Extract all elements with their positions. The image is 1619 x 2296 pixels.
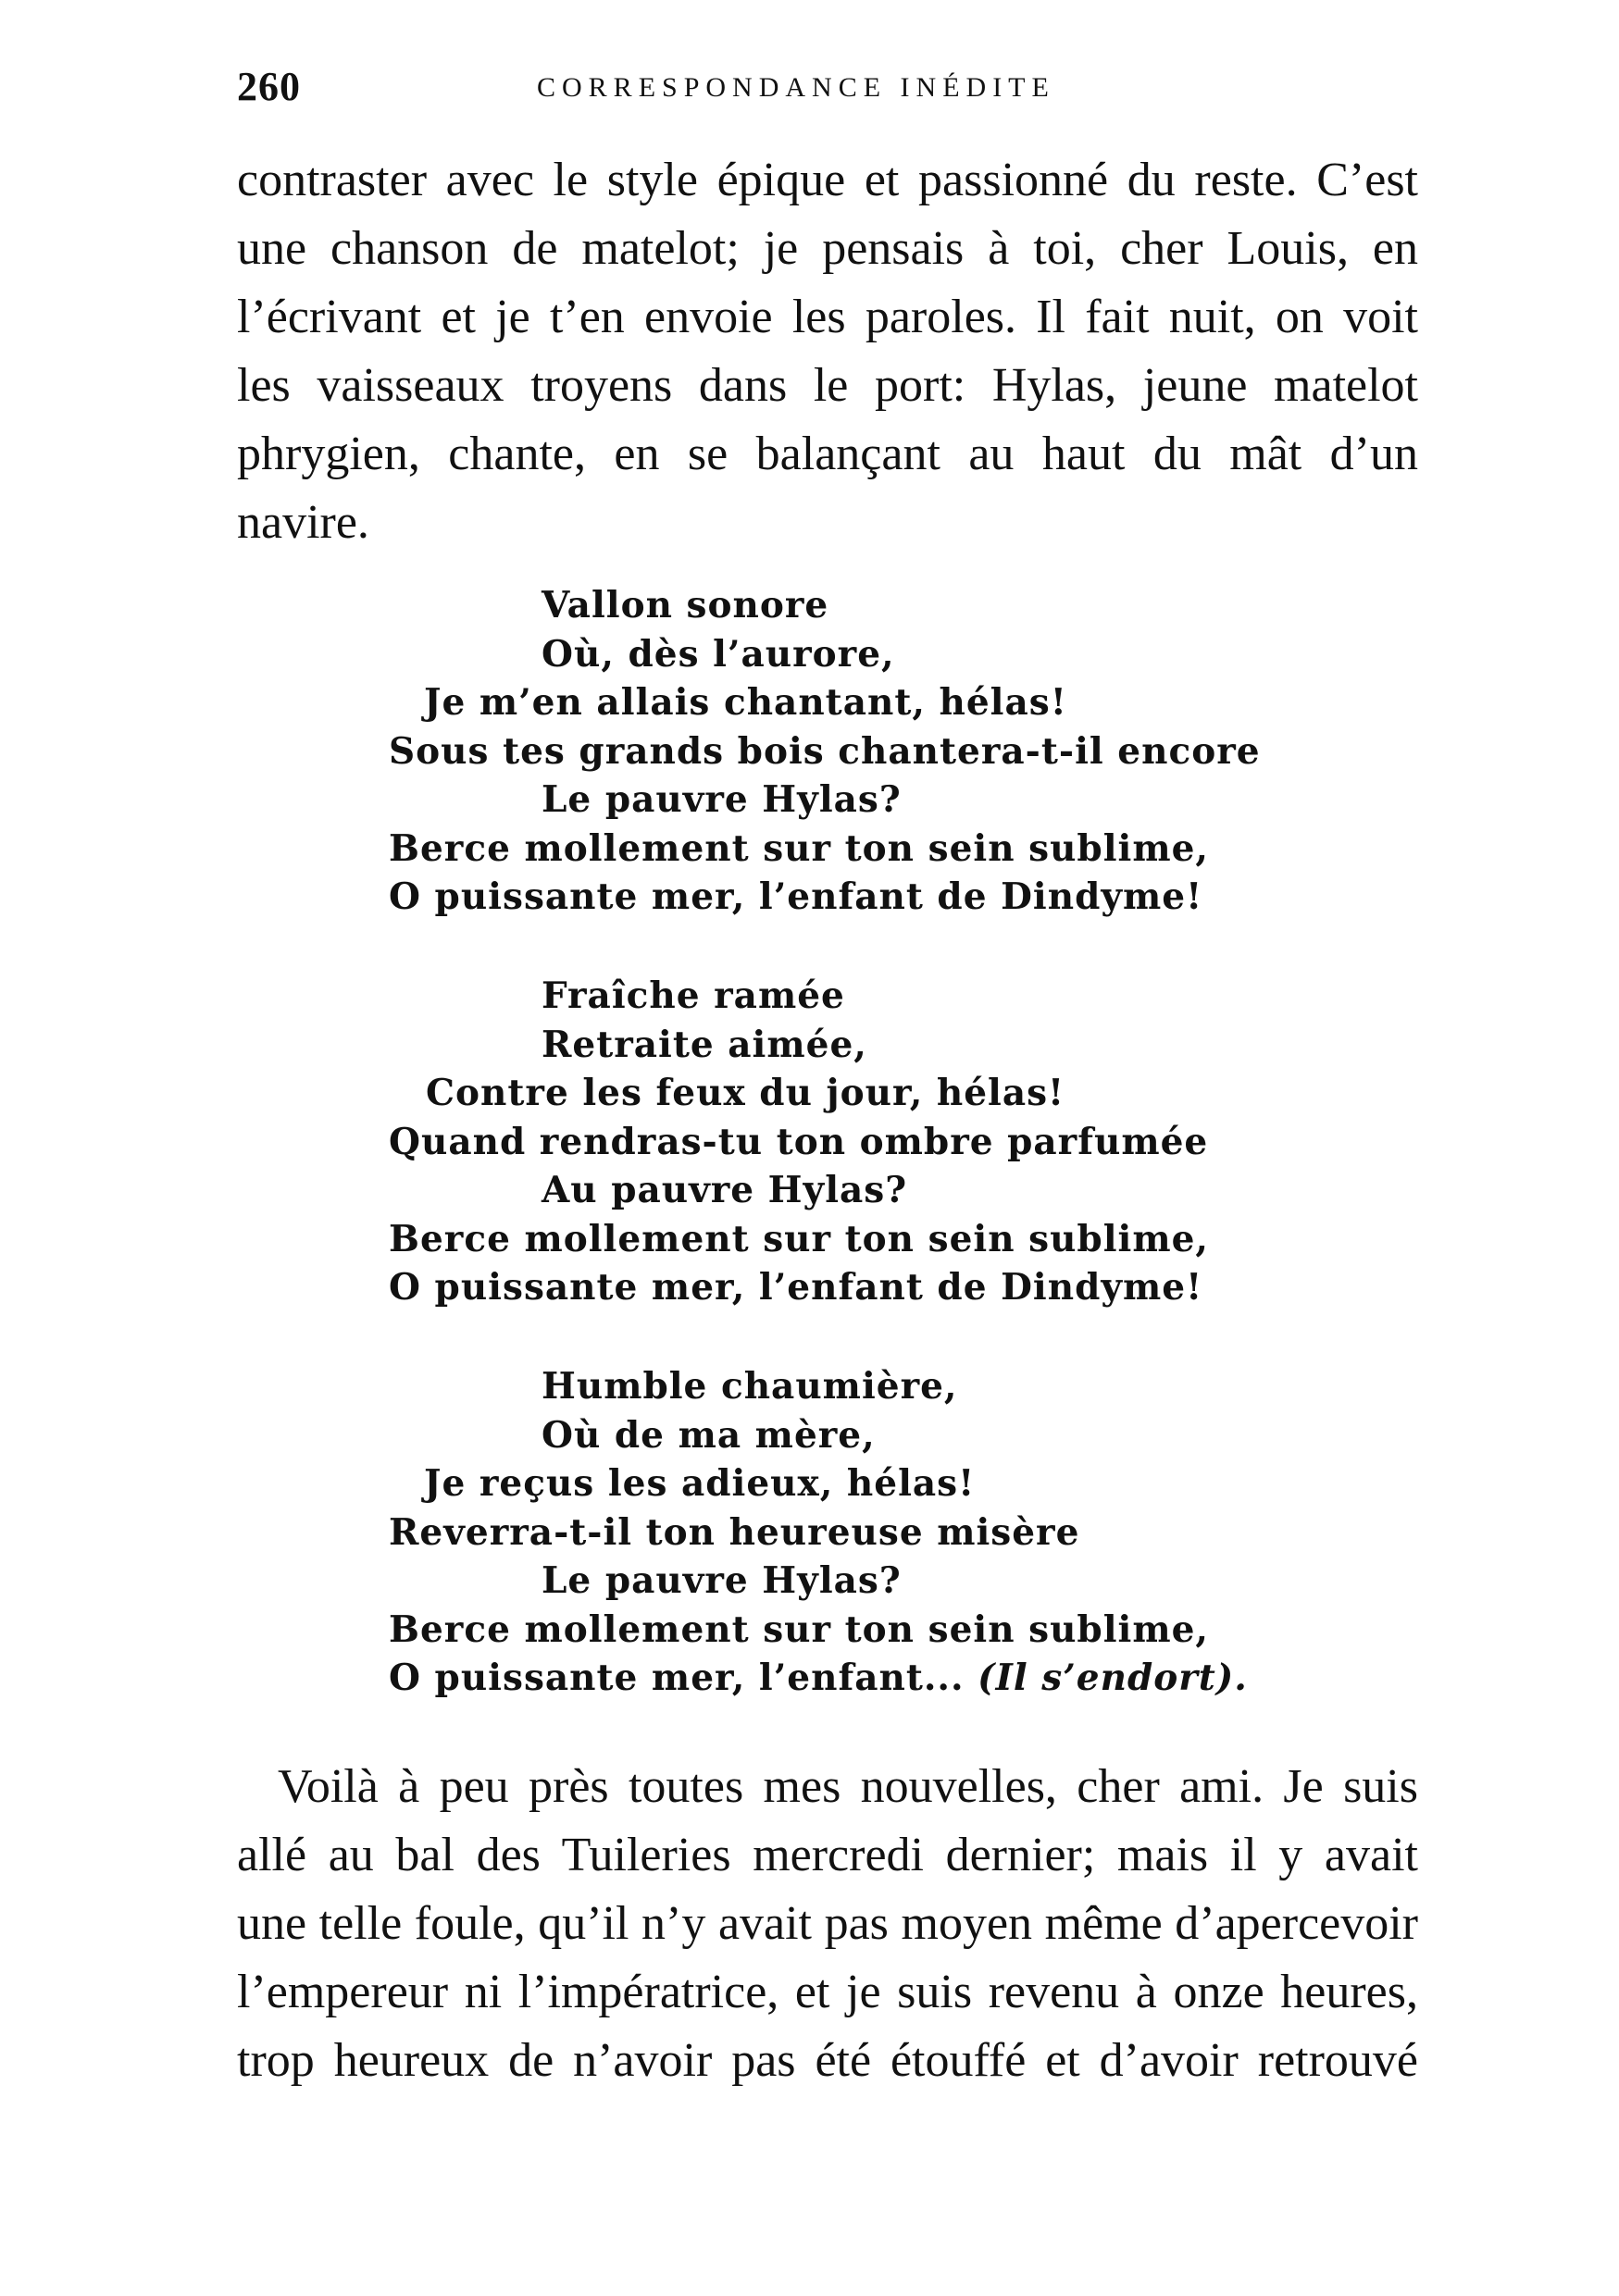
- prose-line: navire.: [237, 496, 369, 549]
- prose-line: l’écrivant et je t’en envoie les paroles. Il fait nuit, on voit: [237, 291, 1418, 343]
- verse-line: Retraite aimée,: [542, 1023, 867, 1066]
- verse-line: Berce mollement sur ton sein sublime,: [389, 1217, 1209, 1260]
- prose-line: l’empereur ni l’impératrice, et je suis revenu à onze heures,: [237, 1966, 1418, 2018]
- verse-line: Je reçus les adieux, hélas!: [424, 1462, 976, 1505]
- page-header: [237, 63, 1422, 118]
- verse-line-final: [389, 1654, 1248, 1703]
- prose-paragraph-bottom: [237, 1753, 1418, 2095]
- page-number: 260: [237, 64, 301, 109]
- verse-line: Berce mollement sur ton sein sublime,: [389, 1607, 1209, 1651]
- verse-line: Quand rendras-tu ton ombre parfumée: [389, 1120, 1209, 1163]
- stage-direction: (Il s’endort).: [978, 1657, 1248, 1699]
- poem-stanza-1: [389, 581, 1261, 922]
- verse-line: Où, dès l’aurore,: [542, 632, 895, 676]
- verse-line: Le pauvre Hylas?: [542, 778, 902, 821]
- prose-line: phrygien, chante, en se balançant au haut du mât d’un: [237, 428, 1418, 480]
- prose-line: les vaisseaux troyens dans le port: Hylas, jeune matelot: [237, 359, 1418, 412]
- verse-line: Vallon sonore: [542, 584, 829, 627]
- prose-paragraph-top: [237, 146, 1418, 557]
- verse-line-text: O puissante mer, l’enfant...: [389, 1657, 965, 1699]
- verse-line: Berce mollement sur ton sein sublime,: [389, 826, 1209, 870]
- prose-line: une telle foule, qu’il n’y avait pas moyen même d’apercevoir: [237, 1897, 1418, 1950]
- poem-stanza-3: [389, 1362, 1248, 1703]
- verse-line: Contre les feux du jour, hélas!: [426, 1072, 1065, 1114]
- poem-stanza-2: [389, 972, 1222, 1312]
- verse-line: Le pauvre Hylas?: [542, 1559, 902, 1602]
- running-title: CORRESPONDANCE INÉDITE: [537, 72, 1055, 103]
- verse-line: Reverra-t-il ton heureuse misère: [389, 1510, 1080, 1554]
- verse-line: Fraîche ramée: [542, 974, 845, 1017]
- prose-line: contraster avec le style épique et passionné du reste. C’est: [237, 154, 1418, 206]
- verse-line: O puissante mer, l’enfant de Dindyme!: [389, 1266, 1203, 1309]
- prose-line: Voilà à peu près toutes mes nouvelles, cher ami. Je suis: [278, 1760, 1418, 1813]
- verse-line: O puissante mer, l’enfant de Dindyme!: [389, 875, 1203, 918]
- verse-line: Sous tes grands bois chantera-t-il encore: [389, 729, 1261, 773]
- prose-line: trop heureux de n’avoir pas été étouffé et d’avoir retrouvé: [237, 2034, 1418, 2087]
- prose-line: une chanson de matelot; je pensais à toi, cher Louis, en: [237, 222, 1418, 275]
- verse-line: Où de ma mère,: [542, 1413, 876, 1457]
- verse-line: Humble chaumière,: [542, 1365, 958, 1408]
- prose-line: allé au bal des Tuileries mercredi dernier; mais il y avait: [237, 1829, 1418, 1881]
- verse-line: Au pauvre Hylas?: [542, 1169, 908, 1211]
- verse-line: Je m’en allais chantant, hélas!: [424, 681, 1067, 724]
